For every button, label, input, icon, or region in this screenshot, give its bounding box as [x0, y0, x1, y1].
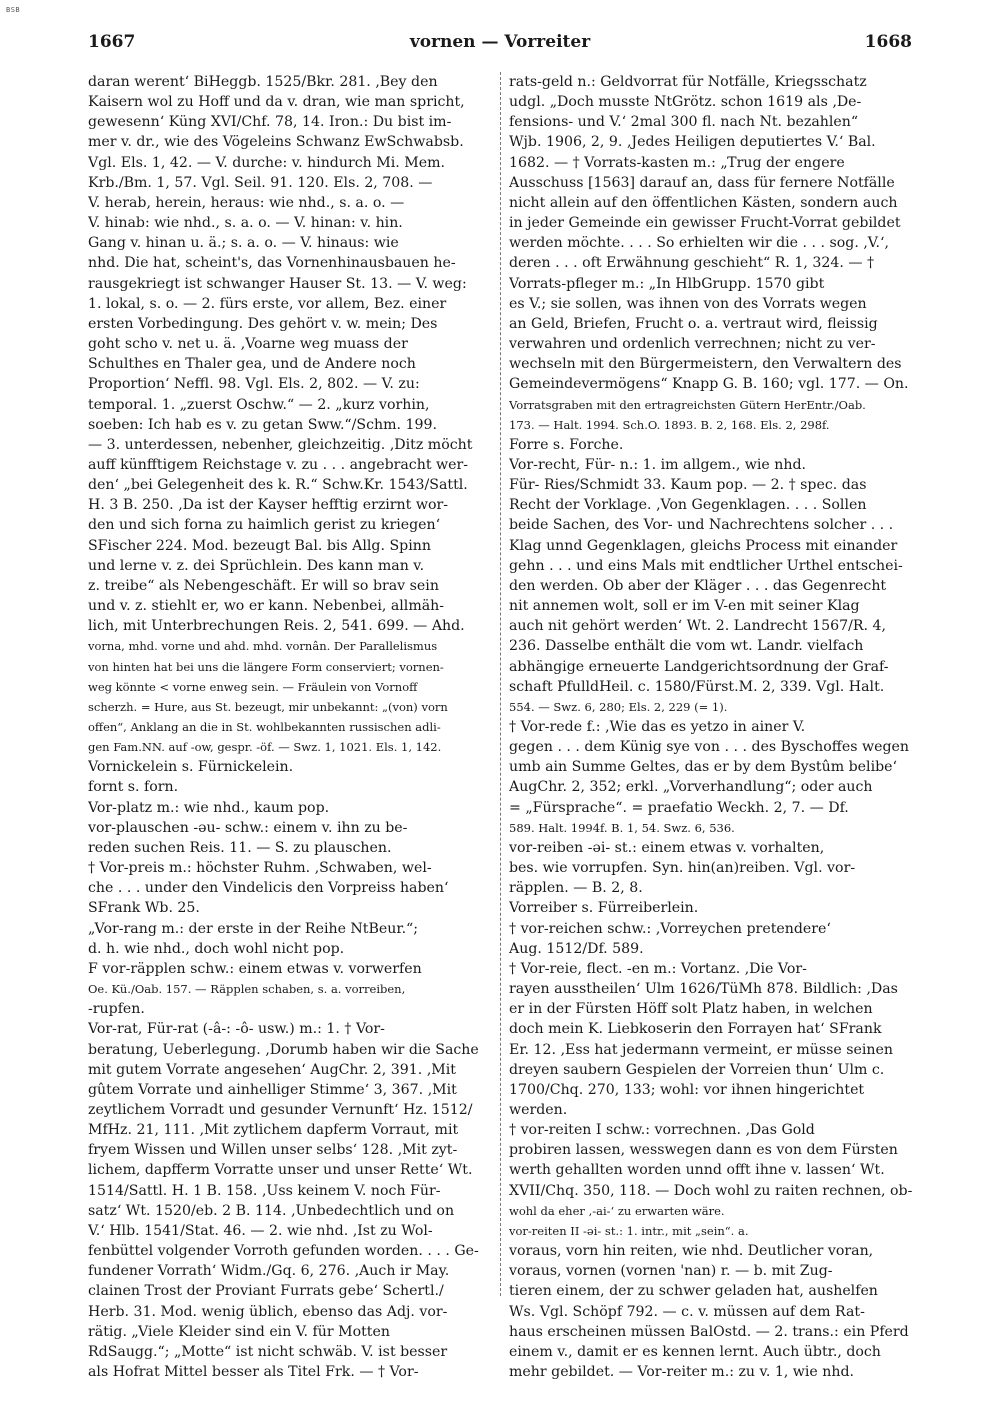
text-line: lichem, dapfferm Vorratte unser und unser Rette‘ Wt.: [88, 1162, 473, 1179]
text-line: schaft PfulldHeil. c. 1580/Fürst.M. 2, 339. Vgl. Halt.: [509, 678, 885, 695]
text-line: auch nit gehört werden‘ Wt. 2. Landrecht 1567/R. 4,: [509, 618, 886, 635]
text-line: werden.: [509, 1101, 568, 1118]
text-line: Vor-platz m.: wie nhd., kaum pop.: [88, 799, 330, 816]
text-line: in jeder Gemeinde ein gewisser Frucht-Vorrat gebildet: [509, 215, 901, 232]
text-line: Kaisern wol zu Hoff und da v. dran, wie man spricht,: [88, 94, 465, 111]
text-line: MfHz. 21, 111. ‚Mit zytlichem dapferm Vorraut, mit: [88, 1122, 459, 1139]
text-line: nit annemen wolt, soll er im V-en mit seiner Klag: [509, 598, 860, 615]
text-line: von hinten hat bei uns die längere Form conserviert; vornen-: [88, 659, 444, 674]
text-line: wohl da eher ‚-ai-‘ zu erwarten wäre.: [509, 1203, 725, 1218]
text-line: 554. — Swz. 6, 280; Els. 2, 229 (= 1).: [509, 699, 728, 714]
text-line: vor-plauschen -əu- schw.: einem v. ihn zu be-: [88, 819, 408, 836]
text-line: den‘ „bei Gelegenheit des k. R.“ Schw.Kr. 1543/Sattl.: [88, 477, 468, 494]
text-line: Vorratsgraben mit den ertragreichsten Gütern HerEntr./Oab.: [509, 397, 866, 412]
text-line: vorna, mhd. vorne und ahd. mhd. vornân. Der Parallelismus: [88, 639, 438, 654]
text-line: Vorreiber s. Fürreiberlein.: [509, 900, 699, 917]
text-line: Aug. 1512/Df. 589.: [509, 940, 644, 957]
text-line: werden möchte. . . . So erhielten wir die . . . sog. ‚V.‘,: [509, 235, 890, 252]
text-line: reden suchen Reis. 11. — S. zu plauschen.: [88, 839, 392, 856]
text-line: dreyen saubern Gespielen der Vorreien thun‘ Ulm c.: [509, 1061, 885, 1078]
text-line: Schulthes en Thaler gea, und de Andere noch: [88, 356, 416, 373]
text-line: Ausschuss [1563] darauf an, dass für fernere Notfälle: [509, 174, 895, 191]
text-line: gehn . . . und eins Mals mit endtlicher Urthel entschei-: [509, 557, 903, 574]
text-line: 1. lokal, s. o. — 2. fürs erste, vor allem, Bez. einer: [88, 295, 447, 312]
text-line: goht scho v. net u. ä. ‚Voarne weg muass der: [88, 336, 408, 353]
text-line: Proportion‘ Neffl. 98. Vgl. Els. 2, 802. — V. zu:: [88, 376, 420, 393]
right-page-number: 1668: [864, 32, 912, 52]
text-line: tieren einem, der zu schwer geladen hat, aushelfen: [509, 1283, 878, 1300]
text-line: wechseln mit den Bürgermeistern, den Verwaltern des: [509, 356, 902, 373]
text-line: Klag unnd Gegenklagen, gleichs Process mit einander: [509, 537, 898, 554]
text-line: und v. z. stiehlt er, wo er kann. Nebenbei, allmäh-: [88, 598, 445, 615]
text-line: † Vor-rede f.: ‚Wie das es yetzo in ainer V.: [509, 719, 806, 735]
text-line: verwahren und ordenlich verrechnen; nicht zu ver-: [509, 336, 876, 353]
text-line: fornt s. forn.: [88, 779, 179, 796]
text-line: V.‘ Hlb. 1541/Stat. 46. — 2. wie nhd. ‚Ist zu Wol-: [88, 1222, 433, 1239]
text-line: rats-geld n.: Geldvorrat für Notfälle, Kriegsschatz: [509, 74, 867, 90]
text-line: vor-reiten II -əi- st.: 1. intr., mit „sein“. a.: [509, 1223, 749, 1238]
text-line: temporal. 1. „zuerst Oschw.“ — 2. „kurz vorhin,: [88, 396, 430, 413]
text-line: rätig. „Viele Kleider sind ein V. für Motten: [88, 1323, 390, 1340]
text-line: deren . . . oft Erwähnung geschieht“ R. 1, 324. — †: [509, 255, 875, 272]
text-line: 236. Dasselbe enthält die vom wt. Landr. vielfach: [509, 638, 864, 655]
text-line: gewesenn‘ Küng XVI/Chf. 78, 14. Iron.: Du bist im-: [88, 114, 452, 131]
text-line: H. 3 B. 250. ‚Da ist der Kayser hefftig erzirnt wor-: [88, 497, 448, 514]
text-line: ersten Vorbedingung. Des gehört v. w. mein; Des: [88, 315, 438, 332]
text-line: fryem Wissen und Willen unser selbs‘ 128. ‚Mit zyt-: [88, 1142, 458, 1159]
text-line: als Hofrat Mittel besser als Titel Frk. — † Vor-: [88, 1364, 419, 1380]
left-page-number: 1667: [88, 32, 136, 52]
text-line: doch mein K. Liebkoserin den Forrayen hat‘ SFrank: [509, 1021, 882, 1038]
scan-mark: BSB: [6, 6, 21, 14]
text-line: Forre s. Forche.: [509, 436, 624, 453]
text-line: clainen Trost der Proviant Furrats gebe‘ Schertl./: [88, 1283, 444, 1300]
text-line: Herb. 31. Mod. wenig üblich, ebenso das Adj. vor-: [88, 1303, 448, 1320]
text-line: mer v. dr., wie des Vögeleins Schwanz EwSchwabsb.: [88, 134, 464, 151]
text-line: che . . . under den Vindelicis den Vorpreiss haben‘: [88, 880, 449, 897]
right-column: [509, 72, 915, 1382]
text-line: -rupfen.: [88, 1001, 145, 1018]
text-line: nicht allein auf den öffentlichen Kästen, sondern auch: [509, 194, 898, 211]
text-line: satz‘ Wt. 1520/eb. 2 B. 114. ‚Unbedechtlich und on: [88, 1202, 455, 1219]
text-line: Ws. Vgl. Schöpf 792. — c. v. müssen auf dem Rat-: [509, 1303, 865, 1320]
text-line: soeben: Ich hab es v. zu getan Sww.“/Schm. 199.: [88, 416, 438, 433]
text-line: mehr gebildet. — Vor-reiter m.: zu v. 1, wie nhd.: [509, 1364, 855, 1380]
column-divider: [500, 72, 501, 1296]
text-line: einem v., damit er es kennen lernt. Auch übtr., doch: [509, 1343, 881, 1360]
text-line: und lerne v. z. dei Sprüchlein. Des kann man v.: [88, 557, 425, 574]
text-line: Wjb. 1906, 2, 9. ‚Jedes Heiligen deputiertes V.‘ Bal.: [509, 134, 876, 151]
text-line: 1682. — † Vorrats-kasten m.: „Trug der engere: [509, 154, 845, 171]
text-line: Oe. Kü./Oab. 157. — Räpplen schaben, s. a. vorreiben,: [88, 982, 406, 997]
text-line: Vornickelein s. Fürnickelein.: [88, 759, 294, 776]
text-line: Vor-recht, Für- n.: 1. im allgem., wie nhd.: [509, 456, 807, 473]
text-line: SFrank Wb. 25.: [88, 900, 200, 917]
text-line: bes. wie vorrupfen. Syn. hin(an)reiben. Vgl. vor-: [509, 860, 856, 877]
text-line: Gang v. hinan u. ä.; s. a. o. — V. hinaus: wie: [88, 235, 399, 252]
running-title: vornen — Vorreiter: [409, 32, 591, 52]
text-line: XVII/Chq. 350, 118. — Doch wohl zu raiten rechnen, ob-: [509, 1182, 913, 1199]
text-line: abhängige erneuerte Landgerichtsordnung der Graf-: [509, 658, 889, 675]
left-column: [88, 72, 494, 1382]
text-line: † Vor-preis m.: höchster Ruhm. ‚Schwaben, wel-: [88, 860, 432, 877]
text-line: an Geld, Briefen, Frucht o. a. vertraut wird, fleissig: [509, 315, 878, 332]
text-line: RdSaugg.“; „Motte“ ist nicht schwäb. V. ist besser: [88, 1343, 448, 1360]
text-line: 1700/Chq. 270, 133; wohl: vor ihnen hingerichtet: [509, 1081, 865, 1098]
text-line: V. hinab: wie nhd., s. a. o. — V. hinan: v. hin.: [88, 215, 403, 232]
text-line: Er. 12. ‚Ess hat jedermann vermeint, er müsse seinen: [509, 1041, 893, 1058]
text-line: umb ain Summe Geltes, das er by dem Bystûm belibe‘: [509, 759, 898, 776]
text-line: lich, mit Unterbrechungen Reis. 2, 541. 699. — Ahd.: [88, 618, 465, 635]
text-line: rayen ausstheilen‘ Ulm 1626/TüMh 878. Bildlich: ‚Das: [509, 981, 898, 998]
text-line: Für- Ries/Schmidt 33. Kaum pop. — 2. † spec. das: [509, 477, 867, 494]
text-line: es V.; sie sollen, was ihnen von des Vorrats wegen: [509, 295, 867, 312]
text-line: nhd. Die hat, scheint's, das Vornenhinausbauen he-: [88, 255, 456, 272]
text-line: fundener Vorrath‘ Widm./Gq. 6, 276. ‚Auch ir May.: [88, 1263, 450, 1280]
text-line: V. herab, herein, heraus: wie nhd., s. a. o. —: [88, 194, 405, 211]
text-line: werth gehallten worden unnd offt ihne v. lassen‘ Wt.: [509, 1162, 885, 1179]
text-line: scherzh. = Hure, aus St. bezeugt, mir unbekannt: „(von) vorn: [88, 699, 448, 714]
text-line: d. h. wie nhd., doch wohl nicht pop.: [88, 940, 345, 957]
text-line: fensions- und V.‘ 2mal 300 fl. nach Nt. bezahlen“: [509, 114, 859, 131]
text-line: 589. Halt. 1994f. B. 1, 54. Swz. 6, 536.: [509, 820, 735, 835]
text-line: vor-reiben -əi- st.: einem etwas v. vorhalten,: [509, 839, 825, 856]
text-line: † vor-reiten I schw.: vorrechnen. ‚Das Gold: [509, 1122, 815, 1139]
text-line: Vor-rat, Für-rat (-â-: -ô- usw.) m.: 1. † Vor-: [88, 1021, 385, 1038]
text-line: gûtem Vorrate und ainhelliger Stimme‘ 3, 367. ‚Mit: [88, 1081, 457, 1098]
text-line: Krb./Bm. 1, 57. Vgl. Seil. 91. 120. Els. 2, 708. —: [88, 174, 433, 191]
text-line: voraus, vornen (vornen 'nan) r. — b. mit Zug-: [509, 1263, 833, 1280]
text-line: er in der Fürsten Höff solt Platz haben, in welchen: [509, 1001, 873, 1018]
text-line: = „Fürsprache“. = praefatio Weckh. 2, 7. — Df.: [509, 799, 849, 816]
text-line: räpplen. — B. 2, 8.: [509, 880, 643, 897]
text-line: rausgekriegt ist schwanger Hauser St. 13. — V. weg:: [88, 275, 467, 292]
text-line: SFischer 224. Mod. bezeugt Bal. bis Allg. Spinn: [88, 537, 431, 554]
text-line: offen“, Anklang an die in St. wohlbekannten russischen adli-: [88, 720, 441, 734]
text-line: zeytlichem Vorradt und gesunder Vernunft‘ Hz. 1512/: [88, 1101, 473, 1118]
text-line: 1514/Sattl. H. 1 B. 158. ‚Uss keinem V. noch Für-: [88, 1182, 441, 1199]
text-line: z. treibe“ als Nebengeschäft. Er will so brav sein: [88, 577, 439, 594]
text-line: Gemeindevermögens“ Knapp G. B. 160; vgl. 177. — On.: [509, 376, 909, 393]
text-line: probiren lassen, wesswegen dann es von dem Fürsten: [509, 1142, 898, 1159]
text-line: mit gutem Vorrate angesehen‘ AugChr. 2, 391. ‚Mit: [88, 1061, 456, 1078]
text-line: gegen . . . dem Künig sye von . . . des Byschoffes wegen: [509, 739, 909, 756]
text-line: F vor-räpplen schw.: einem etwas v. vorwerfen: [88, 960, 422, 977]
text-line: den werden. Ob aber der Kläger . . . das Gegenrecht: [509, 577, 887, 594]
text-line: voraus, vorn hin reiten, wie nhd. Deutlicher voran,: [509, 1243, 874, 1260]
text-line: † Vor-reie, flect. -en m.: Vortanz. ‚Die Vor-: [509, 960, 807, 977]
text-line: AugChr. 2, 352; erkl. „Vorverhandlung“; oder auch: [509, 779, 873, 796]
text-line: udgl. „Doch musste NtGrötz. schon 1619 als ‚De-: [509, 94, 862, 111]
text-line: „Vor-rang m.: der erste in der Reihe NtBeur.“;: [88, 920, 419, 937]
text-line: Vorrats-pfleger m.: „In HlbGrupp. 1570 gibt: [509, 275, 825, 292]
text-line: fenbüttel volgender Vorroth gefunden worden. . . . Ge-: [88, 1243, 479, 1260]
text-line: gen Fam.NN. auf -ow, gespr. -öf. — Swz. 1, 1021. Els. 1, 142.: [88, 740, 442, 755]
text-line: 173. — Halt. 1994. Sch.O. 1893. B. 2, 168. Els. 2, 298f.: [509, 417, 830, 432]
text-line: — 3. unterdessen, nebenher, gleichzeitig. ‚Ditz möcht: [88, 436, 473, 453]
text-line: Vgl. Els. 1, 42. — V. durche: v. hindurch Mi. Mem.: [88, 154, 445, 171]
text-line: † vor-reichen schw.: ‚Vorreychen pretendere‘: [509, 920, 831, 937]
text-line: weg könnte < vorne enweg sein. — Fräulein von Vornoff: [88, 679, 418, 694]
text-line: den und sich forna zu haimlich gerist zu kriegen‘: [88, 517, 441, 534]
text-line: daran werent‘ BiHeggb. 1525/Bkr. 281. ‚Bey den: [88, 74, 438, 90]
text-line: beide Sachen, des Vor- und Nachrechtens solcher . . .: [509, 517, 894, 534]
text-line: Recht der Vorklage. ‚Von Gegenklagen. . . . Sollen: [509, 497, 867, 514]
text-line: auff künfftigem Reichstage v. zu . . . angebracht wer-: [88, 456, 469, 473]
text-line: haus erscheinen müssen BalOstd. — 2. trans.: ein Pferd: [509, 1323, 909, 1340]
text-line: beratung, Ueberlegung. ‚Dorumb haben wir die Sache: [88, 1041, 479, 1058]
